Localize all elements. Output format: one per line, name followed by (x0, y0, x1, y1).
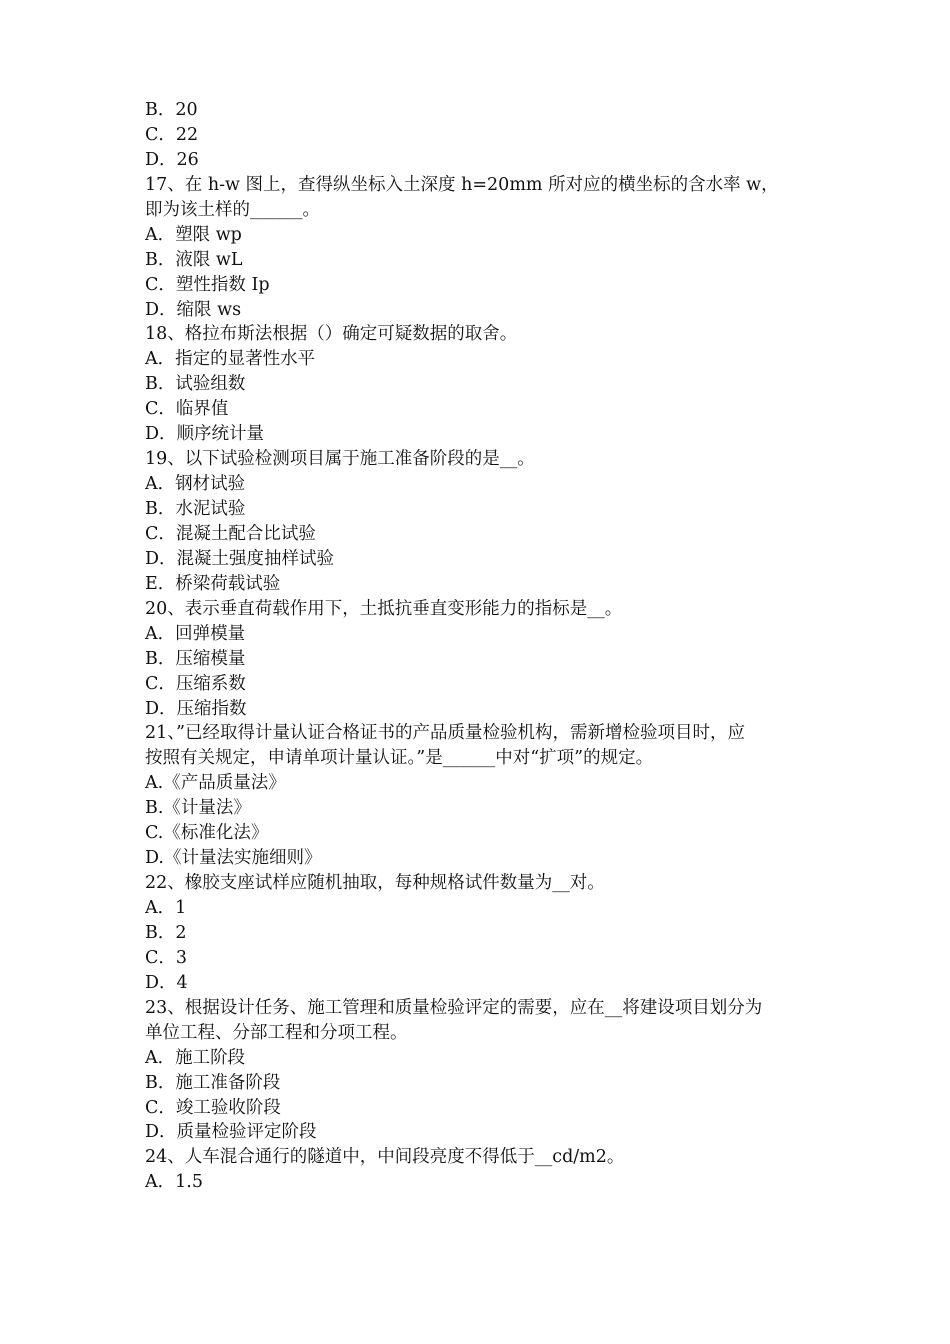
option-c-line: C．22 (145, 124, 199, 145)
question-19-option-c: C．混凝土配合比试验 (145, 523, 316, 544)
question-22-option-d: D．4 (145, 972, 188, 993)
question-23-option-d: D．质量检验评定阶段 (145, 1122, 317, 1143)
question-19-option-a: A．钢材试验 (145, 474, 246, 495)
document-body (145, 98, 810, 1195)
question-18: 18、格拉布斯法根据（）确定可疑数据的取舍。 (145, 324, 518, 345)
question-24: 24、人车混合通行的隧道中，中间段亮度不得低于__cd/m2。 (145, 1147, 625, 1168)
question-21-option-a: A.《产品质量法》 (145, 773, 286, 794)
question-23-line-1: 23、根据设计任务、施工管理和质量检验评定的需要，应在__将建设项目划分为 (145, 997, 763, 1018)
question-23-line-2: 单位工程、分部工程和分项工程。 (145, 1022, 408, 1043)
question-17-line-1: 17、在 h-w 图上，查得纵坐标入土深度 h=20mm 所对应的横坐标的含水率 w， (145, 174, 779, 195)
question-19-option-b: B．水泥试验 (145, 499, 246, 519)
question-19-option-d: D．混凝土强度抽样试验 (145, 548, 335, 569)
question-23-option-b: B．施工准备阶段 (145, 1072, 281, 1093)
question-22-option-a: A．1 (145, 898, 187, 918)
question-17-option-d: D．缩限 ws (145, 299, 242, 320)
question-17-option-c: C．塑性指数 Ip (145, 274, 270, 295)
question-23-option-c: C．竣工验收阶段 (145, 1097, 281, 1118)
question-22-option-c: C．3 (145, 947, 188, 968)
question-19-option-e: E．桥梁荷载试验 (145, 573, 281, 594)
question-17-option-a: A．塑限 wp (145, 224, 242, 245)
question-20-option-d: D．压缩指数 (145, 698, 247, 719)
question-19: 19、以下试验检测项目属于施工准备阶段的是__。 (145, 449, 535, 470)
question-21-option-c: C.《标准化法》 (145, 823, 269, 844)
question-24-option-a: A．1.5 (145, 1172, 203, 1193)
question-18-option-c: C．临界值 (145, 399, 229, 420)
question-17-line-2: 即为该土样的______。 (145, 199, 320, 220)
question-21-option-b: B.《计量法》 (145, 798, 251, 819)
question-20-option-b: B．压缩模量 (145, 648, 246, 669)
option-b-line: B．20 (145, 100, 198, 120)
question-18-option-a: A．指定的显著性水平 (145, 349, 316, 370)
option-d-line: D．26 (145, 149, 199, 170)
question-18-option-d: D．顺序统计量 (145, 424, 265, 445)
question-20-option-c: C．压缩系数 (145, 673, 246, 694)
question-22: 22、橡胶支座试样应随机抽取，每种规格试件数量为__对。 (145, 873, 605, 894)
question-17-option-b: B．液限 wL (145, 249, 243, 270)
question-21-line-2: 按照有关规定，申请单项计量认证。”是______中对“扩项”的规定。 (145, 748, 654, 769)
question-23-option-a: A．施工阶段 (145, 1047, 246, 1068)
question-20-option-a: A．回弹模量 (145, 623, 246, 644)
question-18-option-b: B．试验组数 (145, 374, 246, 395)
question-20: 20、表示垂直荷载作用下，土抵抗垂直变形能力的指标是__。 (145, 598, 623, 619)
question-21-line-1: 21、”已经取得计量认证合格证书的产品质量检验机构，需新增检验项目时，应 (145, 723, 745, 744)
question-22-option-b: B．2 (145, 922, 187, 943)
question-21-option-d: D.《计量法实施细则》 (145, 848, 322, 869)
